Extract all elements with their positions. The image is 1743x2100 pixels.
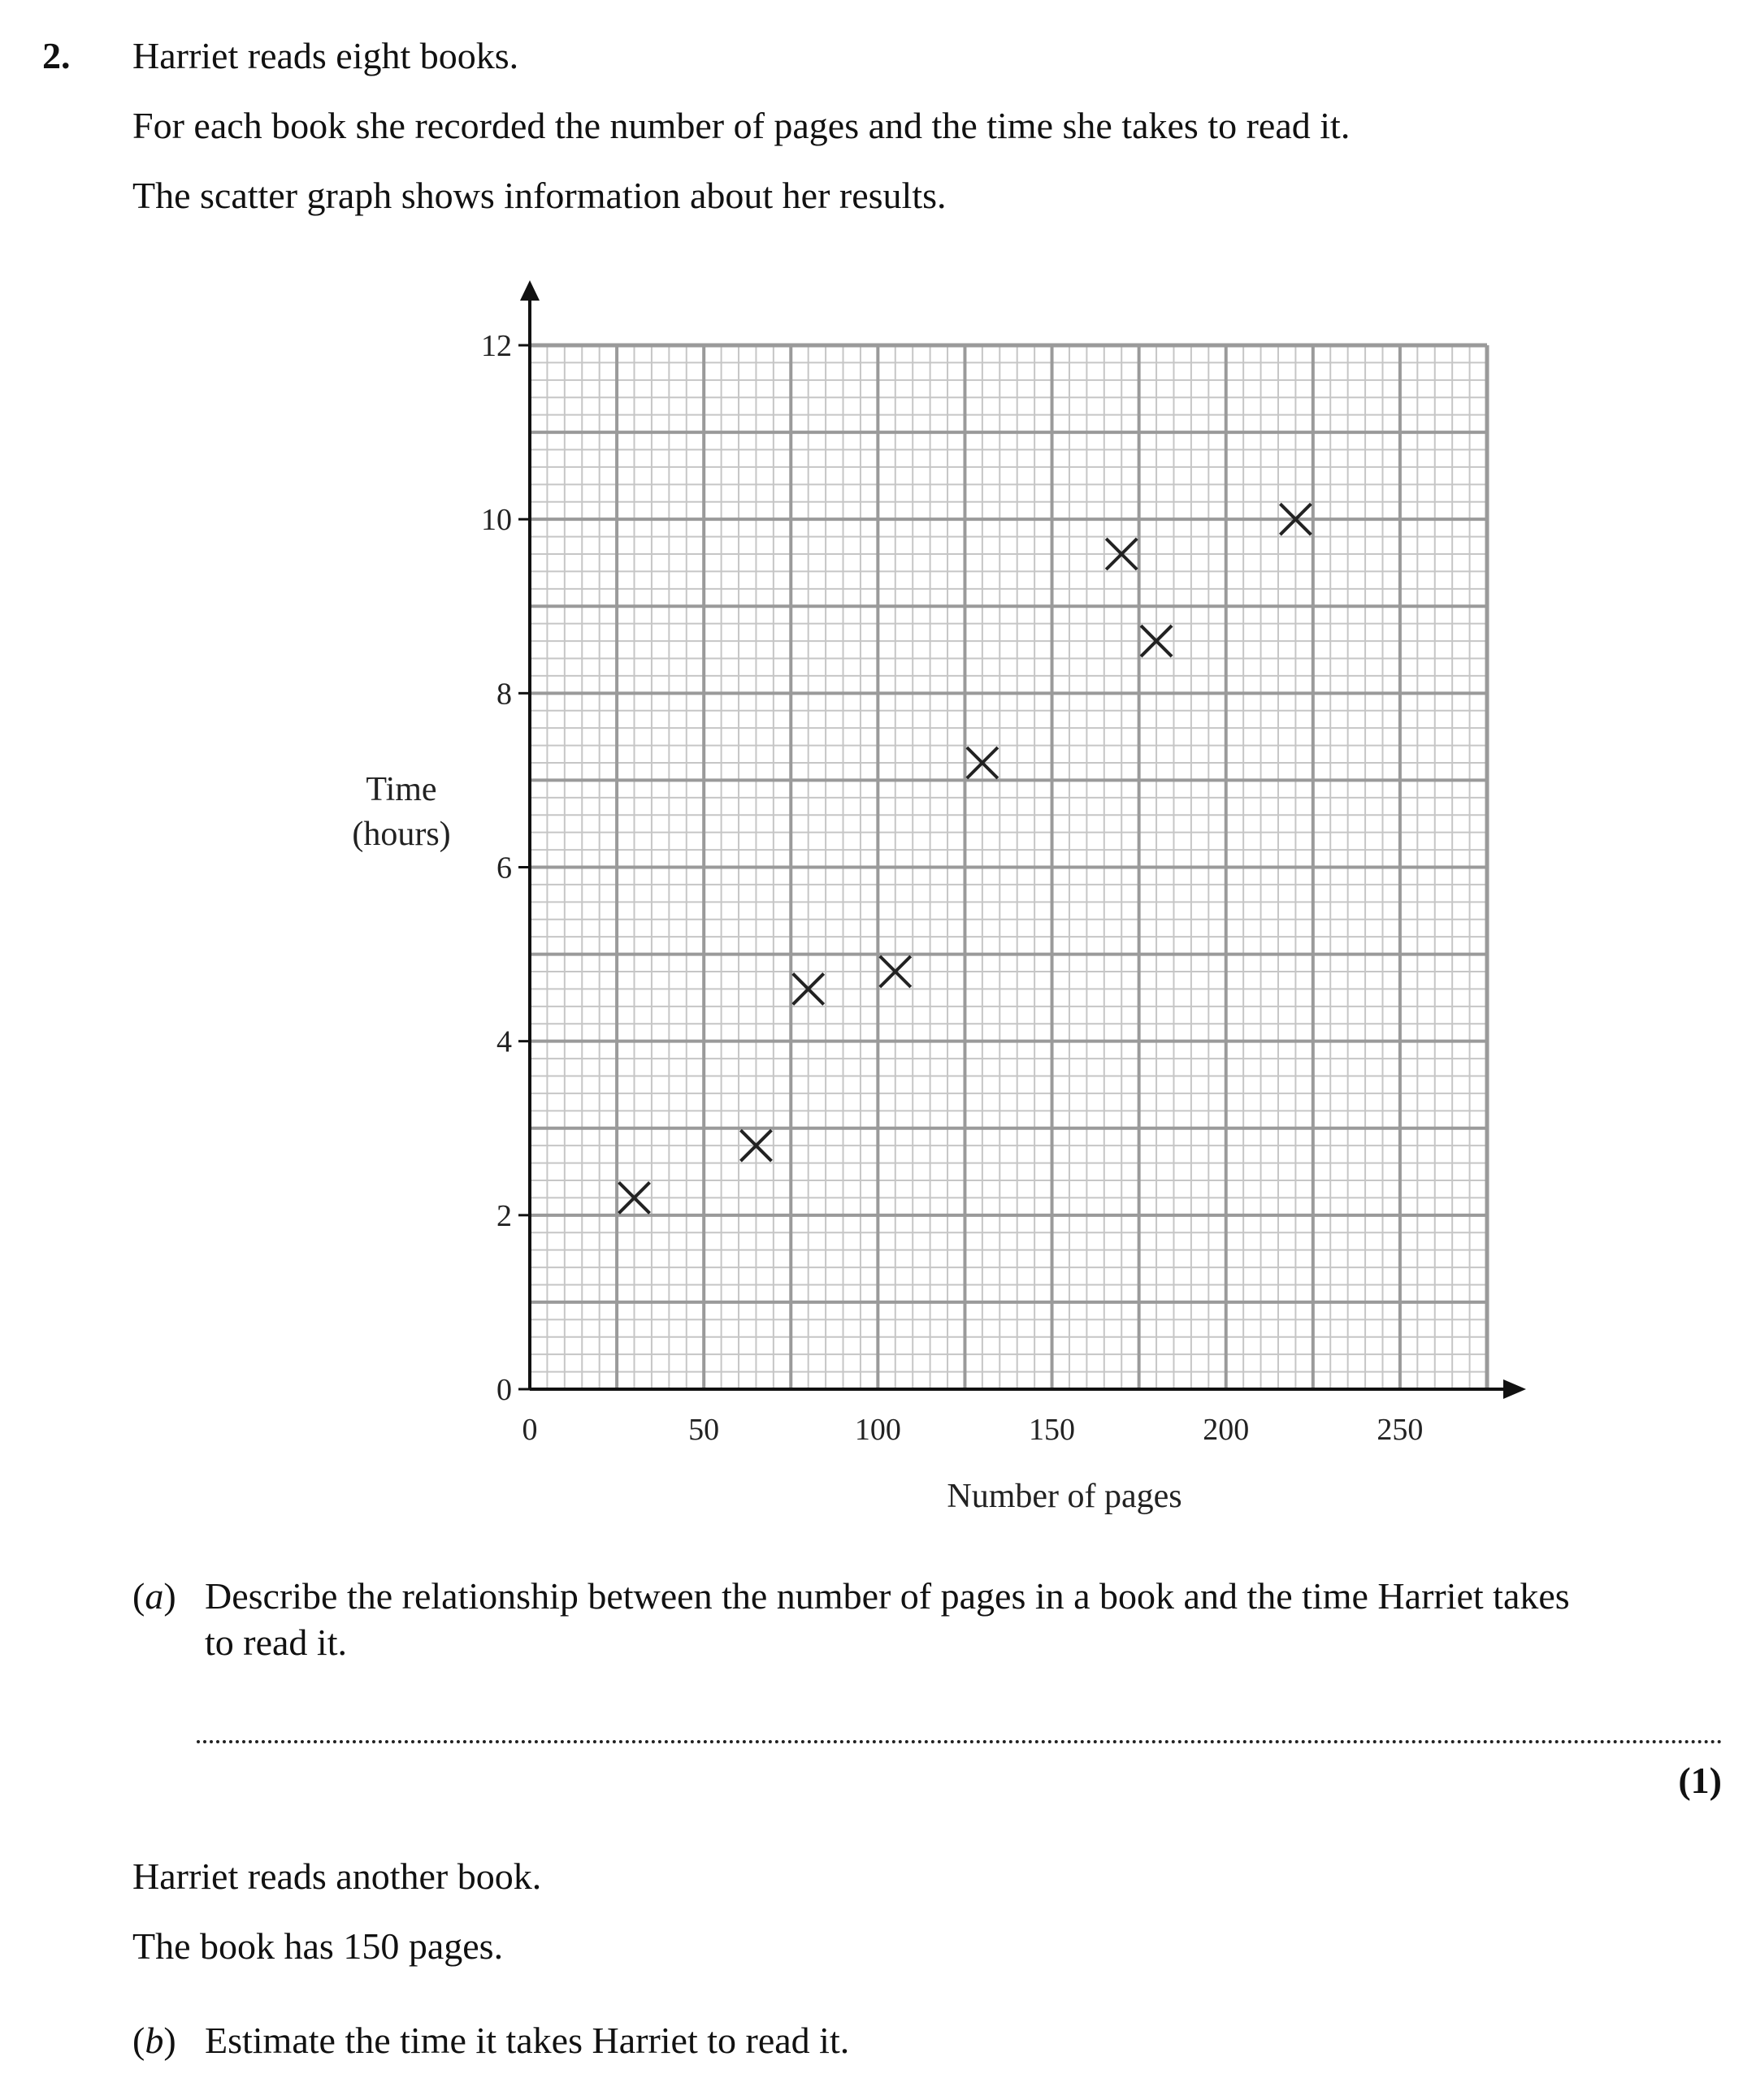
ticks bbox=[481, 329, 1423, 1447]
intro-line-2: For each book she recorded the number of pages and the time she takes to read it. bbox=[132, 105, 1351, 146]
x-tick-label: 50 bbox=[688, 1413, 720, 1447]
y-tick-label: 6 bbox=[496, 851, 512, 885]
marks-badge: (1) bbox=[1678, 1760, 1722, 1801]
x-axis-label: Number of pages bbox=[947, 1478, 1182, 1515]
part-a-text-line-1: Describe the relationship between the number of pages in a book and the time Harriet takes bbox=[205, 1575, 1570, 1617]
x-tick-label: 0 bbox=[522, 1413, 538, 1447]
x-axis-arrow bbox=[1503, 1379, 1526, 1399]
y-tick-label: 12 bbox=[481, 329, 512, 363]
y-tick-label: 4 bbox=[496, 1024, 512, 1059]
axes bbox=[520, 280, 1526, 1399]
part-b-letter: b bbox=[145, 2020, 164, 2061]
y-tick-label: 2 bbox=[496, 1198, 512, 1233]
part-a-letter: a bbox=[145, 1575, 164, 1617]
intro-line-1: Harriet reads eight books. bbox=[132, 35, 519, 76]
intro-line-3: The scatter graph shows information about her results. bbox=[132, 175, 947, 216]
part-a-label: (a) bbox=[132, 1575, 176, 1617]
part-a-text-line-2: to read it. bbox=[205, 1622, 347, 1663]
follow-up-line-2: The book has 150 pages. bbox=[132, 1925, 504, 1967]
question-number: 2. bbox=[42, 35, 71, 76]
y-tick-label: 0 bbox=[496, 1373, 512, 1407]
follow-up-line-1: Harriet reads another book. bbox=[132, 1855, 542, 1897]
y-tick-label: 8 bbox=[496, 677, 512, 712]
x-tick-label: 100 bbox=[854, 1413, 901, 1447]
x-tick-label: 150 bbox=[1029, 1413, 1076, 1447]
part-b-text: Estimate the time it takes Harriet to read it. bbox=[205, 2020, 850, 2061]
x-tick-label: 200 bbox=[1203, 1413, 1250, 1447]
x-tick-label: 250 bbox=[1377, 1413, 1424, 1447]
y-tick-label: 10 bbox=[481, 503, 512, 538]
y-axis-label-line-2: (hours) bbox=[352, 816, 451, 853]
y-axis-arrow bbox=[520, 280, 540, 301]
y-axis-label-line-1: Time bbox=[366, 771, 437, 808]
answer-line[interactable] bbox=[197, 1740, 1723, 1743]
part-b-label: (b) bbox=[132, 2020, 176, 2061]
